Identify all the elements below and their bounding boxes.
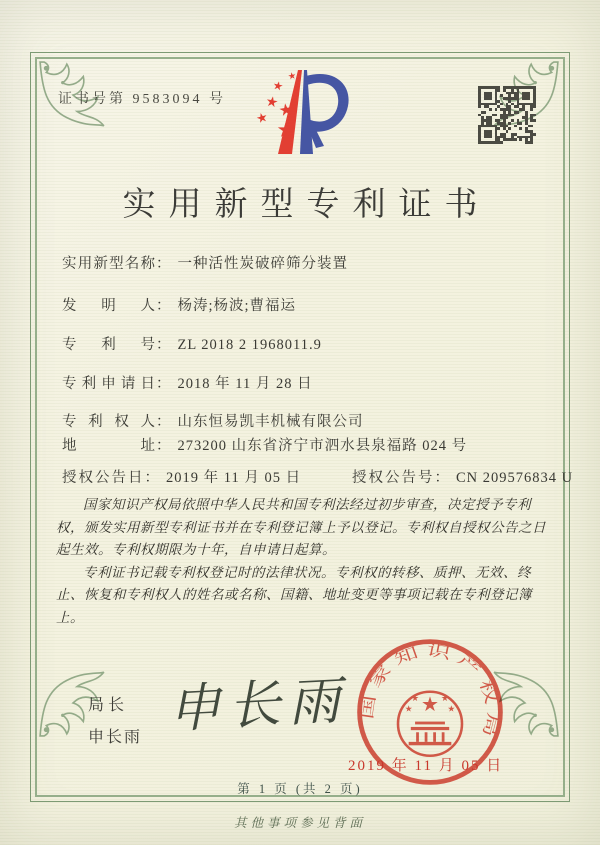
field-address bbox=[62, 434, 467, 455]
field-value: 273200 山东省济宁市泗水县泉福路 024 号 bbox=[177, 438, 468, 454]
colon: ： bbox=[156, 298, 172, 314]
seal-text: 国家知识产权局 bbox=[359, 641, 502, 735]
certificate-body-text bbox=[56, 494, 550, 629]
field-label: 发明人 bbox=[62, 298, 156, 314]
field-filing-date bbox=[62, 372, 313, 393]
commissioner-title: 局长 bbox=[88, 697, 129, 714]
colon: ： bbox=[434, 470, 450, 486]
field-value: 一种活性炭破碎筛分装置 bbox=[177, 256, 348, 272]
field-label: 地址 bbox=[62, 438, 156, 454]
cnipa-patent-logo-icon bbox=[240, 64, 360, 166]
grant-no-value: CN 209576834 U bbox=[456, 470, 574, 486]
grant-date-label: 授权公告日 bbox=[62, 470, 145, 486]
grant-no-label: 授权公告号 bbox=[352, 470, 435, 486]
field-value: ZL 2018 2 1968011.9 bbox=[177, 337, 322, 353]
reverse-side-note: 其他事项参见背面 bbox=[233, 816, 366, 830]
colon: ： bbox=[156, 438, 172, 454]
field-label: 专利申请日 bbox=[62, 376, 156, 392]
field-label: 实用新型名称 bbox=[62, 256, 156, 272]
field-grant-announcement bbox=[62, 466, 574, 487]
field-utility-model-name bbox=[62, 252, 348, 273]
field-label: 专利号 bbox=[62, 337, 156, 353]
field-label: 专利权人 bbox=[62, 414, 156, 430]
field-value: 山东恒易凯丰机械有限公司 bbox=[177, 414, 364, 430]
field-value: 2018 年 11 月 28 日 bbox=[177, 376, 313, 392]
body-paragraph: 国家知识产权局依照中华人民共和国专利法经过初步审查，决定授予专利权，颁发实用新型专利证书并在专利登记簿上予以登记。专利权自授权公告之日起生效。专利权期限为十年，自申请日起算。 bbox=[56, 497, 546, 557]
colon: ： bbox=[144, 470, 160, 486]
colon: ： bbox=[156, 376, 172, 392]
grant-date-value: 2019 年 11 月 05 日 bbox=[166, 470, 302, 486]
colon: ： bbox=[156, 337, 172, 353]
page-number: 第 1 页 (共 2 页) bbox=[237, 782, 363, 796]
field-inventors bbox=[62, 294, 296, 315]
qr-code bbox=[478, 86, 536, 144]
commissioner-signature: 申长雨 bbox=[166, 670, 350, 741]
commissioner-name: 申长雨 bbox=[88, 729, 143, 746]
colon: ： bbox=[156, 256, 172, 272]
colon: ： bbox=[156, 414, 172, 430]
seal-date: 2019 年 11 月 05 日 bbox=[348, 758, 504, 774]
field-patentee bbox=[62, 410, 364, 431]
certificate-number: 证书号第 9583094 号 bbox=[58, 92, 226, 107]
field-value: 杨涛;杨波;曹福运 bbox=[177, 298, 297, 314]
certificate-title: 实用新型专利证书 bbox=[122, 187, 491, 223]
body-paragraph: 专利证书记载专利权登记时的法律状况。专利权的转移、质押、无效、终止、恢复和专利权人的姓名或名称、国籍、地址变更等事项记载在专利登记簿上。 bbox=[56, 564, 532, 625]
field-patent-number bbox=[62, 333, 322, 354]
